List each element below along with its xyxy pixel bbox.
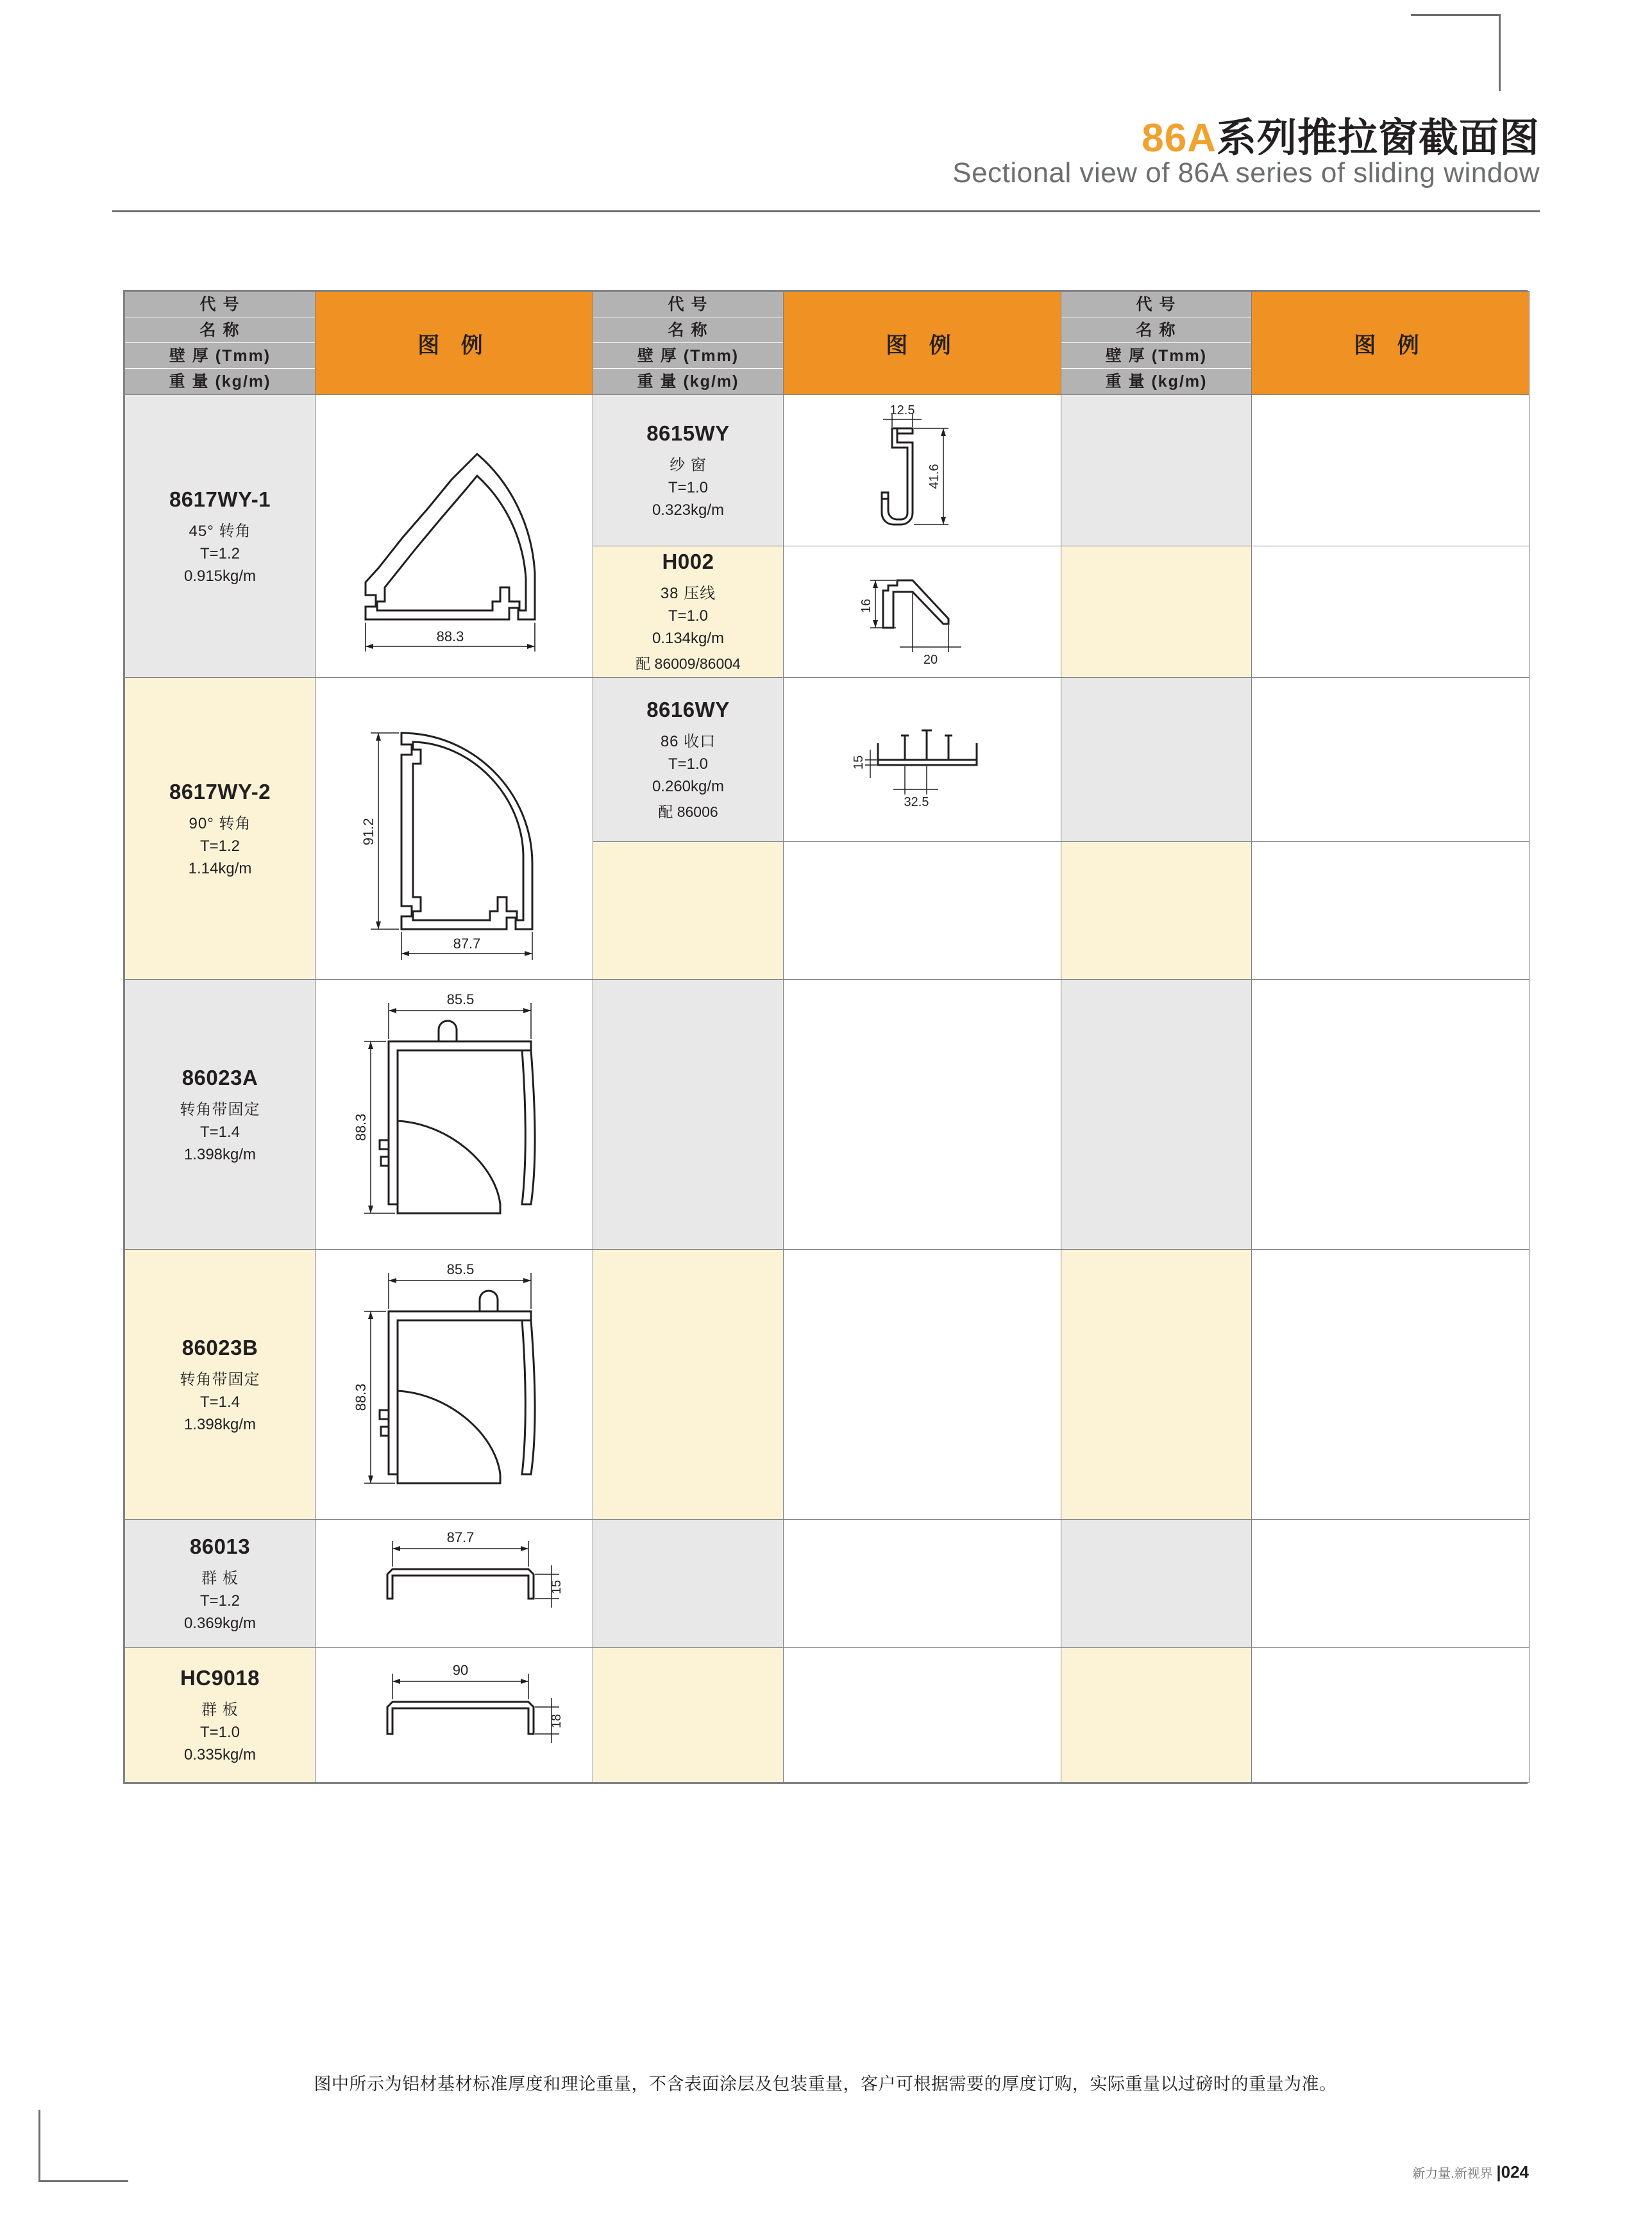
- header-weight-1: 重 量 (kg/m): [125, 369, 315, 394]
- dim-88-3: 88.3: [353, 1383, 369, 1411]
- empty-figure-cell: [784, 1648, 1061, 1783]
- profile-code: 8617WY-1: [169, 487, 271, 511]
- empty-figure-cell: [784, 1520, 1061, 1648]
- empty-label-cell: [1061, 1520, 1252, 1648]
- dim-88-3: 88.3: [353, 1113, 369, 1141]
- dim-12-5: 12.5: [889, 403, 915, 418]
- profile-figure-8617WY-1: [316, 395, 593, 678]
- dim-15: 15: [550, 1579, 564, 1594]
- dim-32-5: 32.5: [904, 795, 929, 810]
- profile-label-86023A: [125, 980, 316, 1250]
- header-figure-1: 图 例: [316, 292, 593, 395]
- profile-label-HC9018: [125, 1648, 316, 1783]
- empty-figure-cell: [784, 841, 1061, 979]
- empty-figure-cell: [1252, 546, 1530, 677]
- profile-thickness: T=1.0: [199, 1724, 240, 1741]
- dim-85-5: 85.5: [446, 1261, 475, 1277]
- profile-label-8617WY-2: [125, 678, 316, 980]
- header-name-1: 名 称: [125, 317, 315, 343]
- profile-thickness: T=1.2: [199, 1592, 240, 1610]
- empty-label-cell: [1061, 1250, 1252, 1520]
- header-code-3: 代 号: [1061, 292, 1251, 317]
- profile-weight: 0.335kg/m: [183, 1746, 257, 1763]
- profile-name: 群 板: [201, 1570, 239, 1587]
- profile-label-8616WY: [593, 678, 784, 842]
- empty-figure-cell: [1252, 678, 1530, 842]
- profile-code: HC9018: [180, 1666, 260, 1690]
- profile-thickness: T=1.0: [668, 607, 709, 625]
- profile-thickness: T=1.2: [199, 837, 240, 855]
- page-footer: [1412, 2162, 1529, 2182]
- profile-label-8617WY-1: [125, 395, 316, 678]
- section-drawing-HC9018: [326, 1654, 582, 1776]
- profile-label-86013: [125, 1520, 316, 1648]
- profile-figure-H002: [784, 546, 1061, 677]
- section-drawing-8615WY: [816, 403, 1028, 537]
- profile-figure-86013: [316, 1520, 593, 1648]
- profile-code: 86023A: [181, 1065, 258, 1089]
- dim-85-5: 85.5: [446, 991, 475, 1007]
- dim-16: 16: [859, 599, 873, 614]
- empty-label-cell: [1061, 678, 1252, 842]
- header-label-stack-3: [1061, 292, 1252, 395]
- page-title-accent: 86A: [1142, 116, 1217, 160]
- profile-mate: 配 86009/86004: [636, 655, 741, 673]
- profile-figure-86023A: [316, 980, 593, 1250]
- header-thickness-3: 壁 厚 (Tmm): [1061, 343, 1251, 369]
- dim-88-3: 88.3: [436, 628, 464, 644]
- header-label-stack-1: [125, 292, 316, 395]
- profile-name: 90° 转角: [189, 814, 251, 832]
- profile-name: 38 压线: [660, 585, 716, 603]
- dim-91-2: 91.2: [360, 818, 376, 846]
- empty-figure-cell: [1252, 1648, 1530, 1783]
- table-row: [125, 1520, 1530, 1648]
- profile-thickness: T=1.2: [199, 544, 240, 562]
- table-row: [125, 395, 1530, 546]
- dim-15: 15: [852, 755, 866, 770]
- profile-thickness: T=1.0: [668, 755, 709, 773]
- profile-code: 86023B: [181, 1335, 258, 1359]
- profile-figure-8615WY: [784, 395, 1061, 546]
- crop-mark-bottom-left-horizontal: [38, 2180, 128, 2182]
- profile-label-8615WY: [593, 395, 784, 546]
- dim-87-7: 87.7: [446, 1529, 475, 1545]
- dim-18: 18: [550, 1713, 564, 1728]
- empty-label-cell: [1061, 395, 1252, 546]
- profile-label-86023B: [125, 1250, 316, 1520]
- dim-87-7: 87.7: [453, 936, 481, 952]
- empty-label-cell: [593, 841, 784, 979]
- header-code-1: 代 号: [125, 292, 315, 317]
- section-drawing-8617WY-1: [326, 395, 582, 677]
- header-name-3: 名 称: [1061, 317, 1251, 343]
- section-drawing-86023A: [326, 980, 582, 1249]
- empty-label-cell: [593, 980, 784, 1250]
- section-drawing-8616WY: [816, 698, 1028, 820]
- empty-figure-cell: [1252, 395, 1530, 546]
- profile-table: [123, 290, 1528, 1784]
- table-header-row: [125, 292, 1530, 395]
- empty-figure-cell: [1252, 1520, 1530, 1648]
- profile-weight: 0.369kg/m: [183, 1615, 257, 1632]
- empty-label-cell: [593, 1250, 784, 1520]
- header-label-stack-2: [593, 292, 784, 395]
- header-divider: [112, 210, 1540, 212]
- profile-code: 86013: [189, 1535, 251, 1558]
- profile-name: 转角带固定: [180, 1370, 260, 1388]
- empty-figure-cell: [1252, 1250, 1530, 1520]
- profile-code: 8615WY: [646, 421, 730, 445]
- page-title-cn: [1142, 106, 1540, 163]
- table-row: [125, 980, 1530, 1250]
- profile-weight: 0.323kg/m: [652, 501, 725, 519]
- table-row: [125, 1250, 1530, 1520]
- section-drawing-H002: [816, 552, 1028, 671]
- profile-name: 转角带固定: [180, 1100, 260, 1118]
- dim-41-6: 41.6: [927, 464, 941, 489]
- empty-label-cell: [593, 1520, 784, 1648]
- empty-label-cell: [1061, 841, 1252, 979]
- page-title-rest: 系列推拉窗截面图: [1216, 116, 1540, 160]
- dim-90: 90: [452, 1661, 469, 1678]
- brand-text: 新力量.新视界: [1412, 2167, 1493, 2181]
- profile-weight: 0.134kg/m: [652, 630, 725, 648]
- table-row: [125, 1648, 1530, 1783]
- crop-mark-top-right-vertical: [1499, 14, 1501, 91]
- empty-label-cell: [1061, 980, 1252, 1250]
- header-code-2: 代 号: [593, 292, 783, 317]
- profile-weight: 1.398kg/m: [183, 1415, 257, 1433]
- profile-code: 8616WY: [646, 697, 730, 721]
- profile-weight: 0.260kg/m: [652, 777, 725, 795]
- header-figure-2: 图 例: [784, 292, 1061, 395]
- profile-label-H002: [593, 546, 784, 677]
- profile-name: 纱 窗: [670, 456, 707, 474]
- profile-code: 8617WY-2: [169, 779, 271, 803]
- crop-mark-bottom-left-vertical: [38, 2110, 40, 2182]
- page-number: |024: [1496, 2162, 1529, 2182]
- profile-thickness: T=1.0: [668, 478, 709, 496]
- empty-figure-cell: [1252, 980, 1530, 1250]
- empty-figure-cell: [784, 1250, 1061, 1520]
- empty-figure-cell: [1252, 841, 1530, 979]
- profile-weight: 0.915kg/m: [183, 567, 257, 585]
- profile-figure-8616WY: [784, 678, 1061, 842]
- crop-mark-top-right-horizontal: [1411, 14, 1501, 16]
- header-weight-2: 重 量 (kg/m): [593, 369, 783, 394]
- header-thickness-1: 壁 厚 (Tmm): [125, 343, 315, 369]
- profile-figure-HC9018: [316, 1648, 593, 1783]
- profile-name: 45° 转角: [189, 522, 251, 540]
- profile-figure-86023B: [316, 1250, 593, 1520]
- empty-label-cell: [1061, 1648, 1252, 1783]
- empty-figure-cell: [784, 980, 1061, 1250]
- profile-weight: 1.398kg/m: [183, 1145, 257, 1163]
- section-drawing-8617WY-2: [326, 678, 582, 979]
- header-figure-3: 图 例: [1252, 292, 1530, 395]
- header-name-2: 名 称: [593, 317, 783, 343]
- profile-name: 86 收口: [660, 732, 716, 750]
- header-weight-3: 重 量 (kg/m): [1061, 369, 1251, 394]
- dim-20: 20: [923, 653, 938, 668]
- profile-thickness: T=1.4: [199, 1123, 240, 1141]
- profile-name: 群 板: [201, 1701, 239, 1719]
- page-title-en: Sectional view of 86A series of sliding window: [952, 157, 1540, 189]
- empty-label-cell: [1061, 546, 1252, 677]
- profile-figure-8617WY-2: [316, 678, 593, 980]
- profile-weight: 1.14kg/m: [188, 859, 252, 877]
- section-drawing-86013: [326, 1523, 582, 1645]
- header-thickness-2: 壁 厚 (Tmm): [593, 343, 783, 369]
- section-drawing-86023B: [326, 1250, 582, 1519]
- profile-thickness: T=1.4: [199, 1393, 240, 1411]
- footnote: 图中所示为铝材基材标准厚度和理论重量，不含表面涂层及包装重量，客户可根据需要的厚度订购，实际重量以过磅时的重量为准。: [314, 2074, 1337, 2094]
- table-row: [125, 678, 1530, 842]
- profile-mate: 配 86006: [658, 803, 718, 820]
- profile-code: H002: [662, 550, 714, 574]
- empty-label-cell: [593, 1648, 784, 1783]
